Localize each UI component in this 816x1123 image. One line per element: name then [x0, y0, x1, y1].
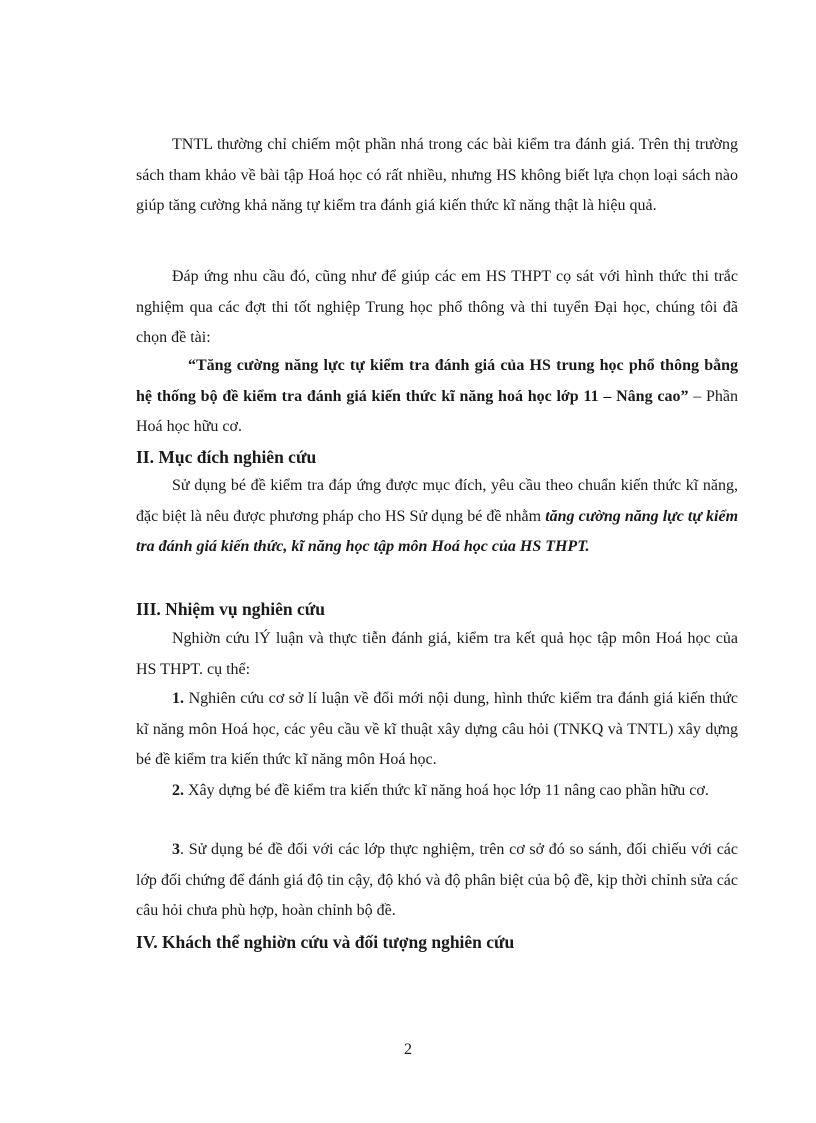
paragraph-4-text: Nghiờn cứu lÝ luận và thực tiễn đánh giá, kiểm tra kết quả học tập môn Hoá học của HS THPT. cụ thể:: [136, 630, 738, 678]
task-item-3-number: 3: [172, 841, 180, 858]
paragraph-1: [136, 130, 738, 222]
paragraph-3-emphasis: tăng cường năng lực tự kiểm tra đánh giá kiến thức, kĩ năng học tập môn Hoá học của HS THPT.: [136, 507, 739, 555]
paragraph-2-text: Đáp ứng nhu cầu đó, cũng như để giúp các em HS THPT cọ sát với hình thức thi trắc nghiệm qua các đợt thi tốt nghiệp Trung học phổ thông và thi tuyển Đại học, chúng tôi đã chọn đề tài:: [136, 268, 738, 346]
task-item-3: [136, 835, 738, 927]
task-item-1: [136, 684, 738, 776]
topic-suffix: – Phần Hoá học hữu cơ.: [136, 387, 738, 435]
task-item-2-text: Xây dựng bé đề kiểm tra kiến thức kĩ năng hoá học lớp 11 nâng cao phần hữu cơ.: [184, 782, 709, 799]
heading-purpose: II. Mục đích nghiên cứu: [136, 447, 317, 467]
paragraph-1-text: TNTL thường chỉ chiếm một phần nhá trong các bài kiểm tra đánh giá. Trên thị trường sách tham khảo về bài tập Hoá học có rất nhiều, nhưng HS không biết lựa chọn loại sách nào giúp tăng cường khả năng tự kiểm tra đánh giá kiến thức kĩ năng thật là hiệu quả.: [136, 136, 738, 214]
task-item-1-number: 1.: [172, 690, 184, 707]
heading-tasks: III. Nhiệm vụ nghiên cứu: [136, 599, 325, 619]
paragraph-2: [136, 262, 738, 354]
topic-title: “Tăng cường năng lực tự kiểm tra đánh giá của HS trung học phổ thông bằng hệ thống bộ đề kiểm tra đánh giá kiến thức kĩ năng hoá học lớp 11 – Nâng cao”: [136, 357, 738, 405]
topic-quote: [136, 351, 738, 443]
heading-subjects: IV. Khách thể nghiờn cứu và đối tượng nghiên cứu: [136, 932, 515, 952]
paragraph-4: [136, 624, 738, 685]
page-number: 2: [404, 1041, 412, 1058]
task-item-2-number: 2.: [172, 782, 184, 799]
task-item-3-text: . Sử dụng bé đề đối với các lớp thực nghiệm, trên cơ sở đó so sánh, đối chiếu với các lớp đối chứng để đánh giá độ tin cậy, độ khó và độ phân biệt của bộ đề, kịp thời chỉnh sửa các câu hỏi chưa phù hợp, hoàn chỉnh bộ đề.: [136, 841, 738, 919]
task-item-1-text: Nghiên cứu cơ sở lí luận về đổi mới nội dung, hình thức kiểm tra đánh giá kiến thức kĩ năng môn Hoá học, các yêu cầu về kĩ thuật xây dựng câu hỏi (TNKQ và TNTL) xây dựng bé đề kiểm tra kiến thức kĩ năng môn Hoá học.: [136, 690, 738, 768]
paragraph-3-text: Sử dụng bé đề kiểm tra đáp ứng được mục đích, yêu cầu theo chuẩn kiến thức kĩ năng, đặc biệt là nêu được phương pháp cho HS Sử dụng bé đề nhằm: [136, 477, 738, 525]
paragraph-3: [136, 471, 738, 563]
task-item-2: [136, 776, 738, 807]
